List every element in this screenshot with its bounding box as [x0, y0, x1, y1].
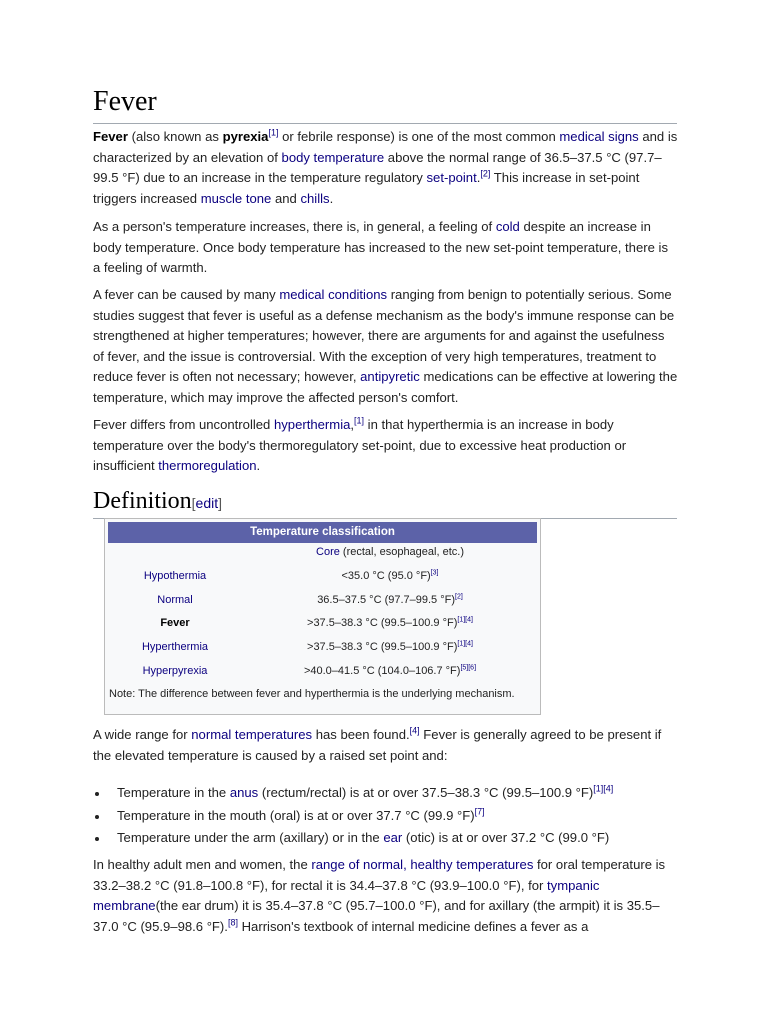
link-normal[interactable]: Normal — [157, 594, 193, 606]
text: Temperature in the mouth (oral) is at or over 37.7 °C (99.9 °F) — [117, 807, 475, 823]
citation-link[interactable]: [1] — [268, 127, 279, 138]
text: (rectum/rectal) is at or over 37.5–38.3 °C (99.5–100.9 °F) — [258, 785, 594, 800]
page-title: Fever — [93, 82, 677, 124]
table-header-cell — [255, 542, 525, 562]
table-row — [105, 637, 542, 657]
citation-link[interactable]: [2] — [455, 593, 463, 601]
text: ranging from benign to potentially serious. Some studies suggest that fever is useful as a defense mechanism as the body's immune response can be strengthened at higher temperatures; however, there are arguments for and against the usefulness of fever, and the issue is controversial. With the exception of very high temperatures, treatment to reduce fever is often not necessary; however, — [93, 287, 675, 385]
text: for oral temperature is 33.2–38.2 °C (91.8–100.8 °F), for rectal it is 34.4–37.8 °C (93.9–100.0 °F), for — [93, 857, 666, 893]
header-text: (rectal, esophageal, etc.) — [339, 546, 464, 558]
text: Fever differs from uncontrolled — [93, 417, 274, 432]
bold-term-pyrexia: pyrexia — [222, 129, 269, 144]
label-fever: Fever — [160, 617, 190, 629]
intro-paragraph-2 — [93, 217, 678, 279]
citation-link[interactable]: [5][6] — [460, 664, 477, 672]
text: . — [476, 170, 481, 186]
list-item — [93, 827, 678, 850]
bullet-icon — [95, 837, 99, 841]
text: In healthy adult men and women, the — [93, 857, 312, 872]
link-medical-signs[interactable]: medical signs — [559, 129, 639, 144]
text: medications can be effective at lowering the temperature, which may improve the affected person's comfort. — [93, 369, 678, 405]
link-muscle-tone[interactable]: muscle tone — [200, 190, 272, 206]
list-item — [93, 782, 678, 805]
text: in that hyperthermia is an increase in body temperature over the body's thermoregulatory set-point, due to excessive heat production or insufficient — [93, 417, 627, 474]
text: (otic) is at or over 37.2 °C (99.0 °F) — [402, 830, 610, 845]
table-note: Note: The difference between fever and hyperthermia is the underlying mechanism. — [109, 688, 515, 700]
table-row — [105, 661, 542, 681]
range-paragraph-2 — [93, 855, 678, 937]
bracket: ] — [218, 495, 223, 511]
value: 36.5–37.5 °C (97.7–99.5 °F) — [317, 594, 456, 606]
section-title: Definition — [93, 488, 192, 514]
table-value-cell — [255, 566, 525, 586]
range-paragraph-1 — [93, 725, 678, 766]
citation-link[interactable]: [8] — [227, 917, 238, 928]
link-set-point[interactable]: set-point — [426, 170, 477, 186]
text: Fever is generally agreed to be present if the elevated temperature is caused by a raised set point and: — [93, 727, 662, 763]
citation-link[interactable]: [1][4] — [593, 783, 614, 794]
text: . — [329, 190, 334, 206]
text: despite an increase in body temperature. Once body temperature has increased to the new set-point temperature, there is a feeling of warmth. — [93, 219, 668, 276]
text: As a person's temperature increases, there is, in general, a feeling of — [93, 219, 496, 234]
link-hyperpyrexia[interactable]: Hyperpyrexia — [142, 665, 208, 677]
citation-link[interactable]: [1][4] — [457, 640, 473, 648]
table-value-cell — [255, 661, 525, 681]
text: Temperature under the arm (axillary) or in the — [117, 830, 384, 845]
link-chills[interactable]: chills — [300, 190, 330, 206]
criteria-list — [93, 782, 678, 850]
edit-link[interactable]: edit — [195, 495, 219, 511]
text: and is characterized by an elevation of — [93, 129, 678, 165]
value: >37.5–38.3 °C (99.5–100.9 °F) — [307, 641, 458, 653]
intro-paragraph-1 — [93, 127, 678, 209]
link-hyperthermia[interactable]: hyperthermia — [273, 417, 351, 432]
text: A wide range for — [93, 727, 192, 742]
bold-term-fever: Fever — [93, 129, 128, 144]
text: and — [271, 190, 301, 206]
text: Temperature in the — [117, 785, 230, 800]
text: has been found. — [312, 727, 410, 742]
value: <35.0 °C (95.0 °F) — [341, 570, 431, 582]
link-ear[interactable]: ear — [383, 830, 403, 845]
table-value-cell — [255, 590, 525, 610]
text: , — [350, 417, 355, 432]
bracket: [ — [191, 495, 196, 511]
text: (the ear drum) it is 35.4–37.8 °C (95.7–100.0 °F), and for axillary (the armpit) it is 35.5–37.0 °C (95.9–98.6 °F). — [93, 898, 660, 934]
citation-link[interactable]: [1][4] — [457, 616, 473, 624]
bullet-icon — [95, 815, 99, 819]
table-caption: Temperature classification — [108, 522, 537, 543]
link-range-of-normal-healthy-temperatures[interactable]: range of normal, healthy temperatures — [311, 857, 534, 872]
text: above the normal range of 36.5–37.5 °C (97.7–99.5 °F) due to an increase in the temperature regulatory — [93, 149, 662, 186]
citation-link[interactable]: [2] — [480, 168, 491, 179]
citation-link[interactable]: [1] — [354, 415, 365, 426]
table-row — [105, 566, 542, 586]
temperature-classification-table — [104, 518, 541, 715]
text: This increase in set-point triggers increased — [93, 170, 640, 206]
link-cold[interactable]: cold — [495, 219, 520, 234]
link-hypothermia[interactable]: Hypothermia — [143, 570, 207, 582]
text: (also known as — [127, 129, 223, 144]
section-heading-definition — [93, 486, 677, 519]
link-tympanic-membrane[interactable]: tympanic membrane — [93, 877, 600, 914]
citation-link[interactable]: [3] — [430, 569, 439, 577]
link-medical-conditions[interactable]: medical conditions — [279, 287, 388, 302]
bullet-icon — [95, 792, 99, 796]
table-row — [105, 613, 542, 633]
list-item — [93, 805, 678, 828]
edit-section — [192, 495, 222, 511]
link-normal-temperatures[interactable]: normal temperatures — [191, 727, 313, 742]
text: A fever can be caused by many — [93, 287, 280, 302]
link-body-temperature[interactable]: body temperature — [281, 149, 385, 165]
link-anus[interactable]: anus — [229, 785, 259, 800]
link-antipyretic[interactable]: antipyretic — [360, 369, 420, 385]
intro-paragraph-3 — [93, 285, 678, 409]
table-header-row — [105, 542, 542, 562]
value: >37.5–38.3 °C (99.5–100.9 °F) — [307, 617, 458, 629]
text: . — [256, 458, 261, 474]
text: Harrison's textbook of internal medicine defines a fever as a — [237, 918, 589, 934]
value: >40.0–41.5 °C (104.0–106.7 °F) — [303, 665, 461, 677]
table-row — [105, 590, 542, 610]
table-value-cell — [255, 637, 525, 657]
link-hyperthermia[interactable]: Hyperthermia — [141, 641, 209, 653]
citation-link[interactable]: [7] — [474, 806, 485, 817]
link-core[interactable]: Core — [316, 546, 340, 558]
link-thermoregulation[interactable]: thermoregulation — [158, 458, 257, 474]
intro-paragraph-4 — [93, 415, 678, 477]
text: or febrile response) is one of the most common — [278, 129, 560, 144]
citation-link[interactable]: [4] — [409, 725, 420, 736]
table-value-cell — [255, 613, 525, 633]
